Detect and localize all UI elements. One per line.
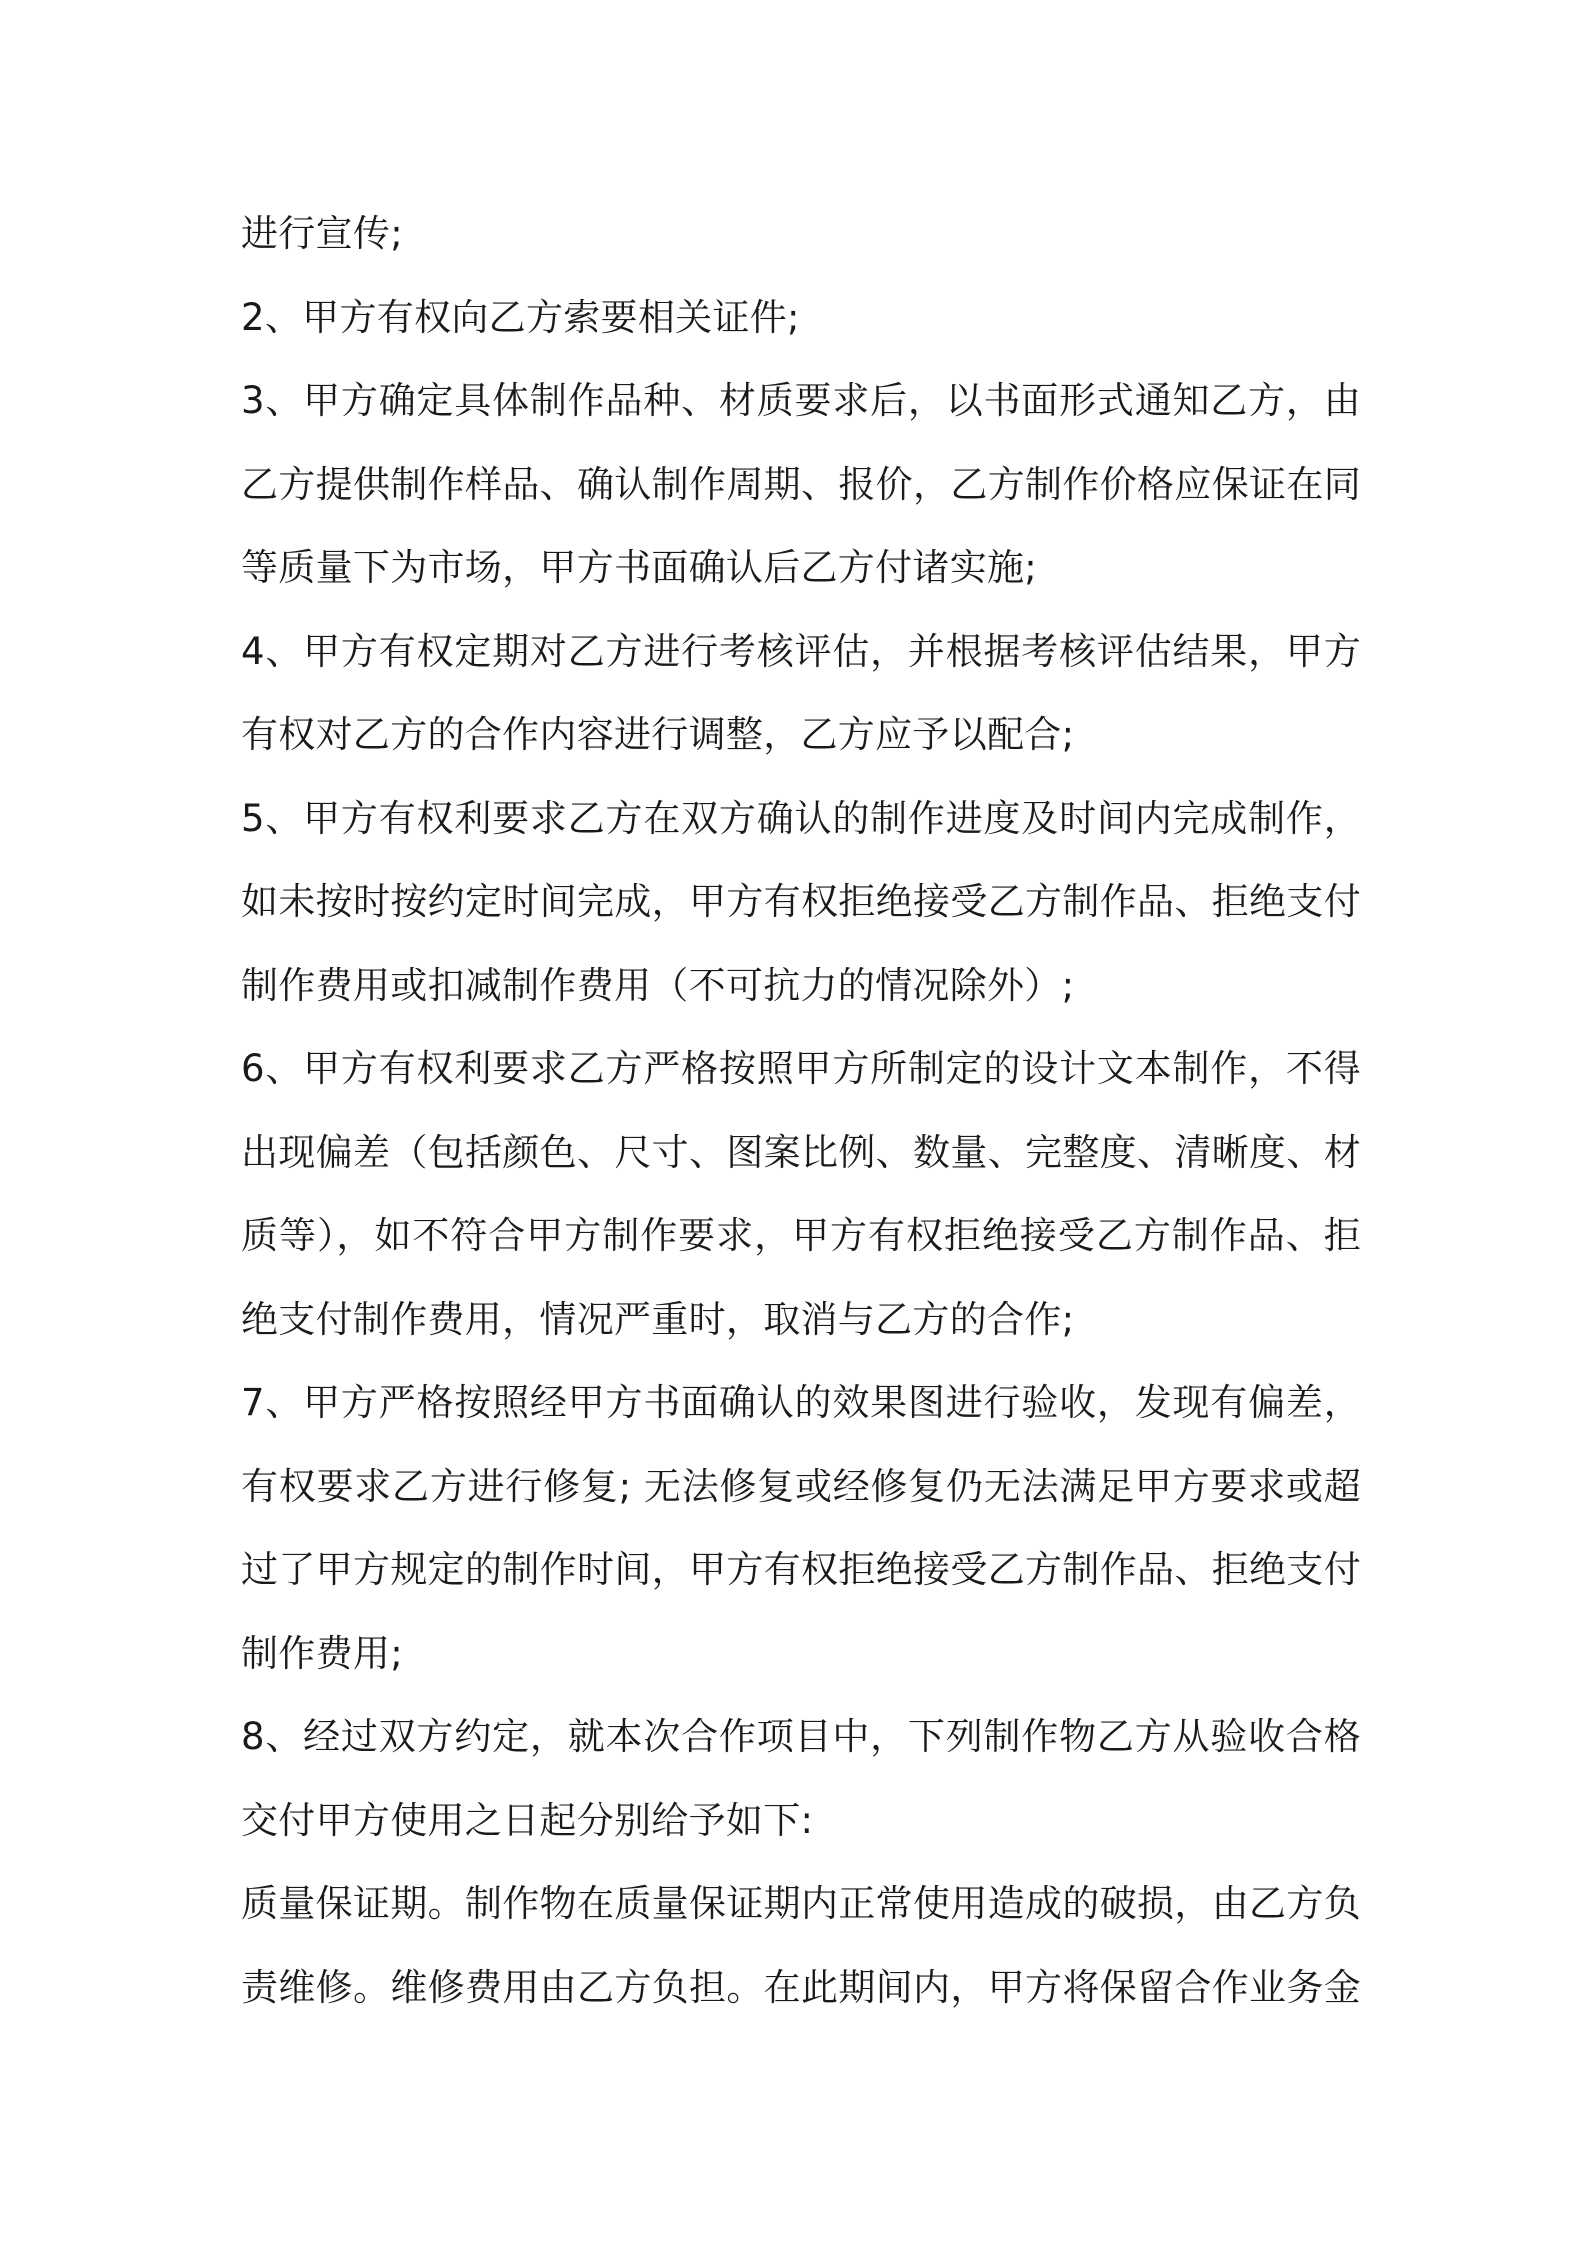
text-line: 进行宣传; [241, 212, 403, 255]
text-line: 制作费用或扣减制作费用（不可抗力的情况除外）; [241, 963, 1075, 1007]
text-line: 3、甲方确定具体制作品种、材质要求后，以书面形式通知乙方，由 [241, 379, 1361, 422]
text-line: 出现偏差（包括颜色、尺寸、图案比例、数量、完整度、清晰度、材 [241, 1130, 1361, 1174]
text-line: 5、甲方有权利要求乙方在双方确认的制作进度及时间内完成制作， [241, 796, 1361, 840]
text-line: 有权要求乙方进行修复; 无法修复或经修复仍无法满足甲方要求或超 [241, 1464, 1361, 1508]
text-line: 质量保证期。制作物在质量保证期内正常使用造成的破损，由乙方负 [241, 1882, 1361, 1925]
text-line: 8、经过双方约定，就本次合作项目中，下列制作物乙方从验收合格 [241, 1715, 1361, 1758]
text-line: 等质量下为市场，甲方书面确认后乙方付诸实施; [241, 546, 1038, 589]
text-line: 2、甲方有权向乙方索要相关证件; [241, 295, 800, 339]
text-line: 4、甲方有权定期对乙方进行考核评估，并根据考核评估结果，甲方 [241, 629, 1361, 673]
text-line: 有权对乙方的合作内容进行调整，乙方应予以配合; [241, 713, 1075, 756]
text-line: 质等），如不符合甲方制作要求，甲方有权拒绝接受乙方制作品、拒 [241, 1214, 1361, 1257]
document-body [241, 192, 1361, 2029]
text-line: 责维修。维修费用由乙方负担。在此期间内，甲方将保留合作业务金 [241, 1965, 1361, 2009]
text-line: 6、甲方有权利要求乙方严格按照甲方所制定的设计文本制作，不得 [241, 1047, 1361, 1090]
text-line: 如未按时按约定时间完成，甲方有权拒绝接受乙方制作品、拒绝支付 [241, 880, 1361, 923]
text-line: 制作费用; [241, 1631, 403, 1675]
text-line: 乙方提供制作样品、确认制作周期、报价，乙方制作价格应保证在同 [241, 462, 1361, 506]
text-line: 7、甲方严格按照经甲方书面确认的效果图进行验收，发现有偏差， [241, 1381, 1361, 1424]
text-line: 过了甲方规定的制作时间，甲方有权拒绝接受乙方制作品、拒绝支付 [241, 1548, 1361, 1591]
text-line: 绝支付制作费用，情况严重时，取消与乙方的合作; [241, 1297, 1075, 1341]
text-line: 交付甲方使用之日起分别给予如下: [241, 1798, 814, 1842]
